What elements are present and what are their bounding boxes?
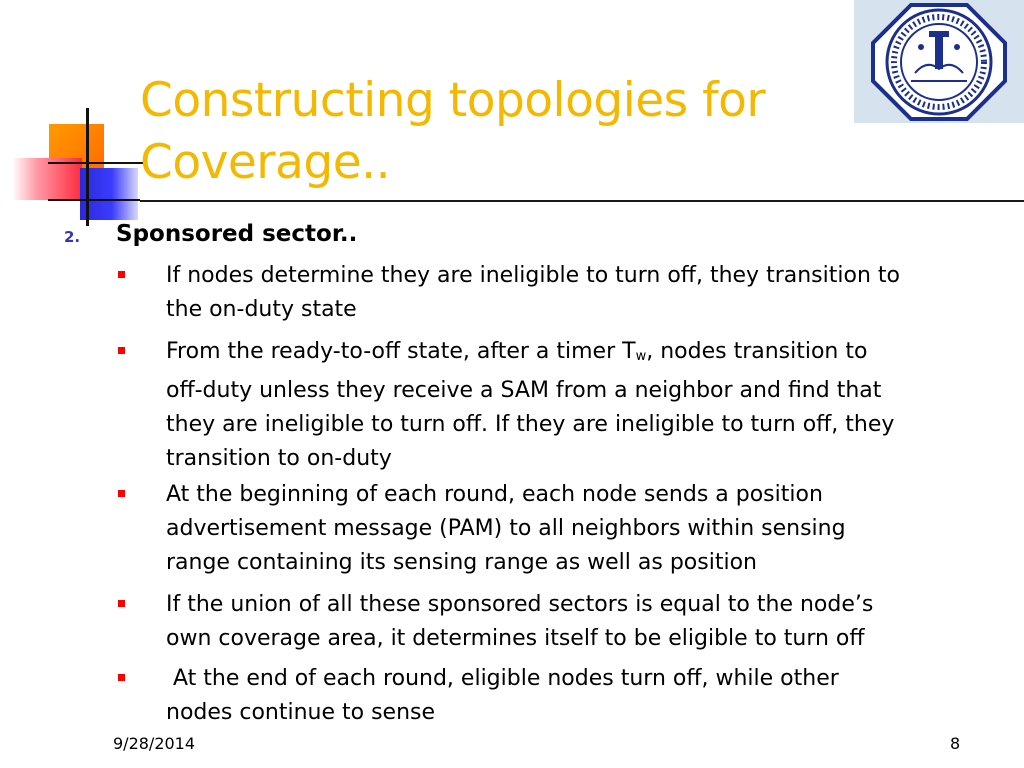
bullet-line: At the beginning of each round, each node sends a position xyxy=(166,482,823,507)
footer-date: 9/28/2014 xyxy=(113,734,196,753)
bullet-marker xyxy=(118,271,125,278)
bullet-line: If the union of all these sponsored sectors is equal to the node’s xyxy=(166,592,874,617)
section-heading: Sponsored sector.. xyxy=(116,221,358,247)
bullet-line: the on-duty state xyxy=(166,297,357,322)
bullet-line: transition to on-duty xyxy=(166,446,392,471)
page-number: 8 xyxy=(950,734,961,753)
bullet-text: From the ready-to-off state, after a timer T xyxy=(166,339,636,364)
bullet-item xyxy=(166,478,1011,580)
bullet-line: At the end of each round, eligible nodes turn off, while other xyxy=(166,666,839,691)
timer-subscript: w xyxy=(635,349,647,364)
slide-title xyxy=(140,70,840,194)
bullet-item xyxy=(166,259,1011,327)
bullet-line: own coverage area, it determines itself to be eligible to turn off xyxy=(166,626,865,651)
university-seal-icon xyxy=(871,3,1007,121)
bullet-item xyxy=(166,662,1011,730)
bullet-line: range containing its sensing range as well as position xyxy=(166,550,757,575)
university-logo xyxy=(854,0,1024,123)
bullet-line: If nodes determine they are ineligible to turn off, they transition to xyxy=(166,263,900,288)
bullet-marker xyxy=(118,600,125,607)
decor-red-square xyxy=(12,158,82,200)
title-rule xyxy=(140,200,1024,202)
bullet-marker xyxy=(118,490,125,497)
bullet-marker xyxy=(118,347,125,354)
title-line-1: Constructing topologies for xyxy=(140,73,766,128)
bullet-line: off-duty unless they receive a SAM from a neighbor and find that xyxy=(166,378,882,403)
decor-horizontal-line-2 xyxy=(48,199,140,201)
list-number: 2. xyxy=(64,228,81,246)
bullet-item xyxy=(166,588,1011,656)
title-line-2: Coverage.. xyxy=(140,135,391,190)
bullet-line: they are ineligible to turn off. If they are ineligible to turn off, they xyxy=(166,412,895,437)
bullet-line: nodes continue to sense xyxy=(166,700,436,725)
bullet-text: , nodes transition to xyxy=(646,339,868,364)
decor-vertical-line xyxy=(86,108,89,226)
bullet-marker xyxy=(118,674,125,681)
bullet-item xyxy=(166,335,1011,476)
bullet-line: advertisement message (PAM) to all neighbors within sensing xyxy=(166,516,846,541)
decor-horizontal-line xyxy=(48,162,143,164)
bullet-line xyxy=(166,335,1011,374)
